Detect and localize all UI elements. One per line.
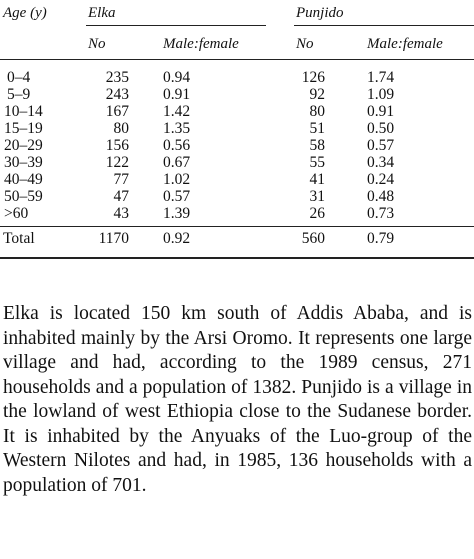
elka-mf-cell: 0.56 [163, 137, 191, 154]
punjido-no-cell: 55 [309, 154, 325, 171]
punjido-mf-cell: 0.34 [367, 154, 395, 171]
elka-no-cell: 47 [113, 188, 129, 205]
body-paragraph: Elka is located 150 km south of Addis Ababa, and is inhabited mainly by the Arsi Oromo. It represents one large village and had, according to the 1989 census, 271 households and a population of 1382. Punjido is a village in the lowland of west Ethiopia close to the Sudanese border. It is inhabited by the Anyuaks of the Luo-group of the Western Nilotes and had, in 1985, 136 households with a population of 701. [3, 303, 472, 496]
table-bottom-rule [0, 257, 474, 259]
elka-mf-cell: 0.91 [163, 86, 191, 103]
age-cell: 5–9 [7, 86, 31, 103]
table-row [0, 171, 474, 188]
elka-no-cell: 235 [105, 69, 129, 86]
elka-male-female-header: Male:female [163, 36, 239, 52]
elka-no-cell: 43 [113, 205, 129, 222]
punjido-male-female-header: Male:female [367, 36, 443, 52]
age-cell: 50–59 [4, 188, 43, 205]
table-row [0, 120, 474, 137]
elka-total-mf-cell: 0.92 [163, 230, 191, 247]
age-column-header: Age (y) [3, 5, 47, 21]
punjido-mf-cell: 0.57 [367, 137, 395, 154]
age-cell: 15–19 [4, 120, 43, 137]
elka-no-cell: 156 [105, 137, 129, 154]
punjido-mf-cell: 0.48 [367, 188, 395, 205]
table-row [0, 154, 474, 171]
table-total-row [0, 230, 474, 247]
table-row [0, 103, 474, 120]
elka-no-cell: 243 [105, 86, 129, 103]
punjido-mf-cell: 1.74 [367, 69, 395, 86]
table-row [0, 188, 474, 205]
age-cell: 20–29 [4, 137, 43, 154]
punjido-mf-cell: 1.09 [367, 86, 395, 103]
age-cell: 40–49 [4, 171, 43, 188]
elka-no-cell: 122 [105, 154, 129, 171]
elka-header-rule [86, 25, 266, 26]
elka-mf-cell: 1.39 [163, 205, 191, 222]
age-cell: 30–39 [4, 154, 43, 171]
elka-no-cell: 77 [113, 171, 129, 188]
punjido-total-no-cell: 560 [301, 230, 325, 247]
total-label: Total [3, 230, 35, 247]
table-row [0, 86, 474, 103]
punjido-no-cell: 58 [309, 137, 325, 154]
table-row [0, 137, 474, 154]
age-cell: >60 [4, 205, 29, 222]
elka-no-cell: 167 [105, 103, 129, 120]
punjido-no-cell: 26 [309, 205, 325, 222]
age-cell: 10–14 [4, 103, 43, 120]
elka-no-header: No [88, 36, 106, 52]
table-row [0, 69, 474, 86]
punjido-mf-cell: 0.50 [367, 120, 395, 137]
elka-mf-cell: 0.94 [163, 69, 191, 86]
punjido-no-cell: 51 [309, 120, 325, 137]
elka-mf-cell: 0.57 [163, 188, 191, 205]
punjido-no-cell: 126 [301, 69, 325, 86]
punjido-total-mf-cell: 0.79 [367, 230, 395, 247]
punjido-no-cell: 41 [309, 171, 325, 188]
elka-mf-cell: 1.35 [163, 120, 191, 137]
punjido-no-cell: 80 [309, 103, 325, 120]
punjido-mf-cell: 0.24 [367, 171, 395, 188]
elka-group-header: Elka [88, 5, 116, 21]
elka-no-cell: 80 [113, 120, 129, 137]
punjido-no-cell: 31 [309, 188, 325, 205]
elka-mf-cell: 0.67 [163, 154, 191, 171]
punjido-no-cell: 92 [309, 86, 325, 103]
elka-mf-cell: 1.02 [163, 171, 191, 188]
elka-mf-cell: 1.42 [163, 103, 191, 120]
elka-total-no-cell: 1170 [98, 230, 129, 247]
total-top-rule [0, 226, 474, 227]
punjido-group-header: Punjido [296, 5, 344, 21]
header-bottom-rule [0, 59, 474, 60]
table-row [0, 205, 474, 222]
age-cell: 0–4 [7, 69, 31, 86]
punjido-mf-cell: 0.91 [367, 103, 395, 120]
punjido-no-header: No [296, 36, 314, 52]
punjido-mf-cell: 0.73 [367, 205, 395, 222]
punjido-header-rule [294, 25, 474, 26]
